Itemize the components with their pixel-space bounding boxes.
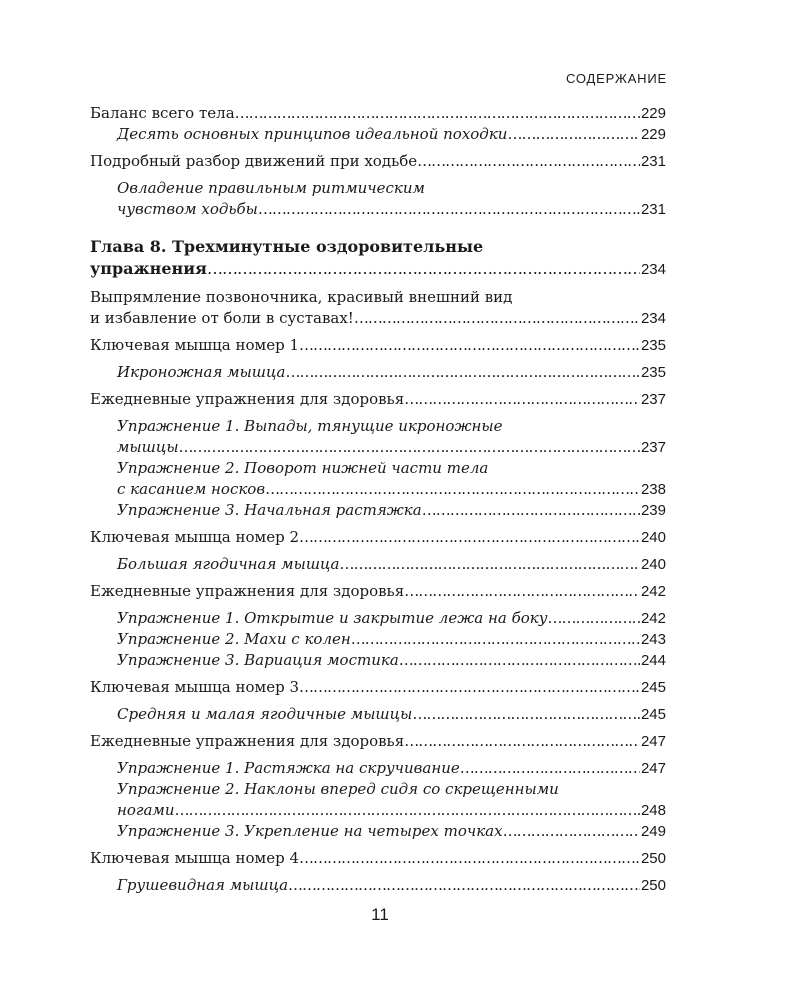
toc-entry-line: Овладение правильным ритмическим xyxy=(117,179,425,197)
toc-subentry xyxy=(90,779,666,821)
toc-entry-row xyxy=(90,554,666,575)
toc-entry-title: Ежедневные упражнения для здоровья xyxy=(90,390,405,408)
dot-leader xyxy=(404,731,640,752)
toc-entry-title: Десять основных принципов идеальной походки xyxy=(117,125,508,143)
dot-leader xyxy=(339,554,640,575)
toc-entry-title: мышцы xyxy=(117,438,179,456)
toc-entry xyxy=(90,677,666,698)
toc-entry-title: Ключевая мышца номер 4 xyxy=(90,849,300,867)
dot-leader xyxy=(175,800,640,821)
toc-chapter xyxy=(90,236,666,281)
toc-entry-title: Средняя и малая ягодичные мышцы xyxy=(117,705,413,723)
toc-entry-title: чувством ходьбы xyxy=(117,200,258,218)
toc-page-number: 229 xyxy=(640,126,666,143)
dot-leader xyxy=(299,848,640,869)
toc-entry xyxy=(90,103,666,124)
toc-entry-title: ногами xyxy=(117,801,175,819)
toc-entry-title: Ежедневные упражнения для здоровья xyxy=(90,732,405,750)
toc-entry-title: Большая ягодичная мышца xyxy=(117,555,340,573)
toc-page-number: 244 xyxy=(640,652,666,669)
toc-subentry xyxy=(90,458,666,500)
toc-entry-title: Икроножная мышца xyxy=(117,363,286,381)
toc-page-number: 231 xyxy=(640,201,666,218)
dot-leader xyxy=(235,103,640,124)
toc-entry-title: Упражнение 1. Открытие и закрытие лежа на боку xyxy=(117,609,548,627)
toc-page-number: 229 xyxy=(640,105,666,122)
dot-leader xyxy=(399,650,640,671)
toc-entry-row xyxy=(90,389,666,410)
toc-entry-title: Упражнение 3. Вариация мостика xyxy=(117,651,399,669)
toc-entry-row xyxy=(90,479,666,500)
toc-entry-title: Ключевая мышца номер 1 xyxy=(90,336,300,354)
dot-leader xyxy=(417,151,640,172)
toc-page-number: 242 xyxy=(640,583,666,600)
toc-subentry xyxy=(90,362,666,383)
dot-leader xyxy=(507,124,640,145)
toc-entry-row xyxy=(90,821,666,842)
dot-leader xyxy=(299,335,640,356)
toc-entry xyxy=(90,581,666,602)
toc-subentry xyxy=(90,124,666,145)
toc-subentry xyxy=(90,875,666,896)
page-number: 11 xyxy=(371,905,389,924)
toc-page-number: 250 xyxy=(640,850,666,867)
toc-entry-row xyxy=(90,527,666,548)
dot-leader xyxy=(288,875,640,896)
toc-subentry xyxy=(90,416,666,458)
toc-entry-title: Грушевидная мышца xyxy=(117,876,289,894)
toc-subentry xyxy=(90,178,666,220)
toc-entry-row xyxy=(90,151,666,172)
toc-page-number: 247 xyxy=(640,733,666,750)
toc-entry-row xyxy=(90,629,666,650)
toc-page-number: 245 xyxy=(640,679,666,696)
toc-subentry xyxy=(90,554,666,575)
dot-leader xyxy=(503,821,640,842)
toc-entry-title: упражнения xyxy=(90,259,207,278)
toc-entry-title: Упражнение 2. Махи с колен xyxy=(117,630,351,648)
toc-page-number: 247 xyxy=(640,760,666,777)
toc-page-number: 231 xyxy=(640,153,666,170)
dot-leader xyxy=(299,677,640,698)
toc-entry xyxy=(90,848,666,869)
toc-page-number: 240 xyxy=(640,556,666,573)
toc-entry-title: Упражнение 3. Укрепление на четырех точках xyxy=(117,822,503,840)
toc-subentry xyxy=(90,704,666,725)
toc-entry-title: Упражнение 1. Растяжка на скручивание xyxy=(117,759,460,777)
toc-entry-row xyxy=(90,581,666,602)
toc-page-number: 238 xyxy=(640,481,666,498)
toc-entry-line: Упражнение 1. Выпады, тянущие икроножные xyxy=(117,417,503,435)
toc-entry-row xyxy=(90,848,666,869)
toc-entry-title: с касанием носков xyxy=(117,480,266,498)
toc-entry-row xyxy=(90,199,666,220)
toc-entry-title: Упражнение 3. Начальная растяжка xyxy=(117,501,422,519)
dot-leader xyxy=(258,199,640,220)
running-head: СОДЕРЖАНИЕ xyxy=(565,71,667,86)
toc-page-number: 235 xyxy=(640,364,666,381)
dot-leader xyxy=(404,389,640,410)
toc-entry-row xyxy=(90,258,666,281)
toc-entry xyxy=(90,527,666,548)
toc-entry-row xyxy=(90,335,666,356)
dot-leader xyxy=(412,704,640,725)
toc-page-number: 242 xyxy=(640,610,666,627)
toc-page-number: 235 xyxy=(640,337,666,354)
toc-entry-line: Упражнение 2. Поворот нижней части тела xyxy=(117,459,489,477)
toc-page-number: 248 xyxy=(640,802,666,819)
toc-entry-title: и избавление от боли в суставах! xyxy=(90,309,354,327)
toc-subentry xyxy=(90,650,666,671)
toc-entry-title: Подробный разбор движений при ходьбе xyxy=(90,152,418,170)
toc-entry xyxy=(90,389,666,410)
toc-entry-row xyxy=(90,758,666,779)
toc-entry-title: Ключевая мышца номер 3 xyxy=(90,678,300,696)
dot-leader xyxy=(299,527,640,548)
toc-subentry xyxy=(90,629,666,650)
toc-entry-row xyxy=(90,800,666,821)
toc-entry-row xyxy=(90,362,666,383)
dot-leader xyxy=(547,608,640,629)
toc-page-number: 237 xyxy=(640,439,666,456)
toc-page-number: 239 xyxy=(640,502,666,519)
toc-entry-row xyxy=(90,677,666,698)
toc-subentry xyxy=(90,758,666,779)
toc-entry-row xyxy=(90,103,666,124)
dot-leader xyxy=(265,479,640,500)
toc-subentry xyxy=(90,608,666,629)
toc-entry-line: Упражнение 2. Наклоны вперед сидя со скрещенными xyxy=(117,780,559,798)
dot-leader xyxy=(354,308,640,329)
toc-entry-title: Ежедневные упражнения для здоровья xyxy=(90,582,405,600)
toc-page-number: 234 xyxy=(640,310,666,327)
toc-entry-row xyxy=(90,731,666,752)
dot-leader xyxy=(351,629,640,650)
dot-leader xyxy=(422,500,640,521)
table-of-contents xyxy=(90,103,666,896)
toc-page-number: 245 xyxy=(640,706,666,723)
toc-page-number: 237 xyxy=(640,391,666,408)
toc-page-number: 240 xyxy=(640,529,666,546)
toc-entry-row xyxy=(90,875,666,896)
toc-entry xyxy=(90,287,666,329)
dot-leader xyxy=(460,758,640,779)
toc-page-number: 234 xyxy=(640,261,666,278)
toc-entry-title: Ключевая мышца номер 2 xyxy=(90,528,300,546)
toc-entry-row xyxy=(90,124,666,145)
toc-page-number: 243 xyxy=(640,631,666,648)
toc-entry-title: Баланс всего тела xyxy=(90,104,235,122)
toc-subentry xyxy=(90,821,666,842)
toc-entry-row xyxy=(90,308,666,329)
toc-subentry xyxy=(90,500,666,521)
dot-leader xyxy=(179,437,640,458)
toc-entry-row xyxy=(90,704,666,725)
toc-entry xyxy=(90,731,666,752)
toc-entry-row xyxy=(90,608,666,629)
toc-entry xyxy=(90,151,666,172)
dot-leader xyxy=(285,362,640,383)
toc-entry-row xyxy=(90,437,666,458)
toc-entry xyxy=(90,335,666,356)
toc-entry-line: Глава 8. Трехминутные оздоровительные xyxy=(90,237,484,256)
dot-leader xyxy=(207,258,640,280)
toc-entry-row xyxy=(90,650,666,671)
toc-entry-row xyxy=(90,500,666,521)
toc-page-number: 250 xyxy=(640,877,666,894)
toc-page-number: 249 xyxy=(640,823,666,840)
dot-leader xyxy=(404,581,640,602)
toc-entry-line: Выпрямление позвоночника, красивый внешний вид xyxy=(90,288,513,306)
